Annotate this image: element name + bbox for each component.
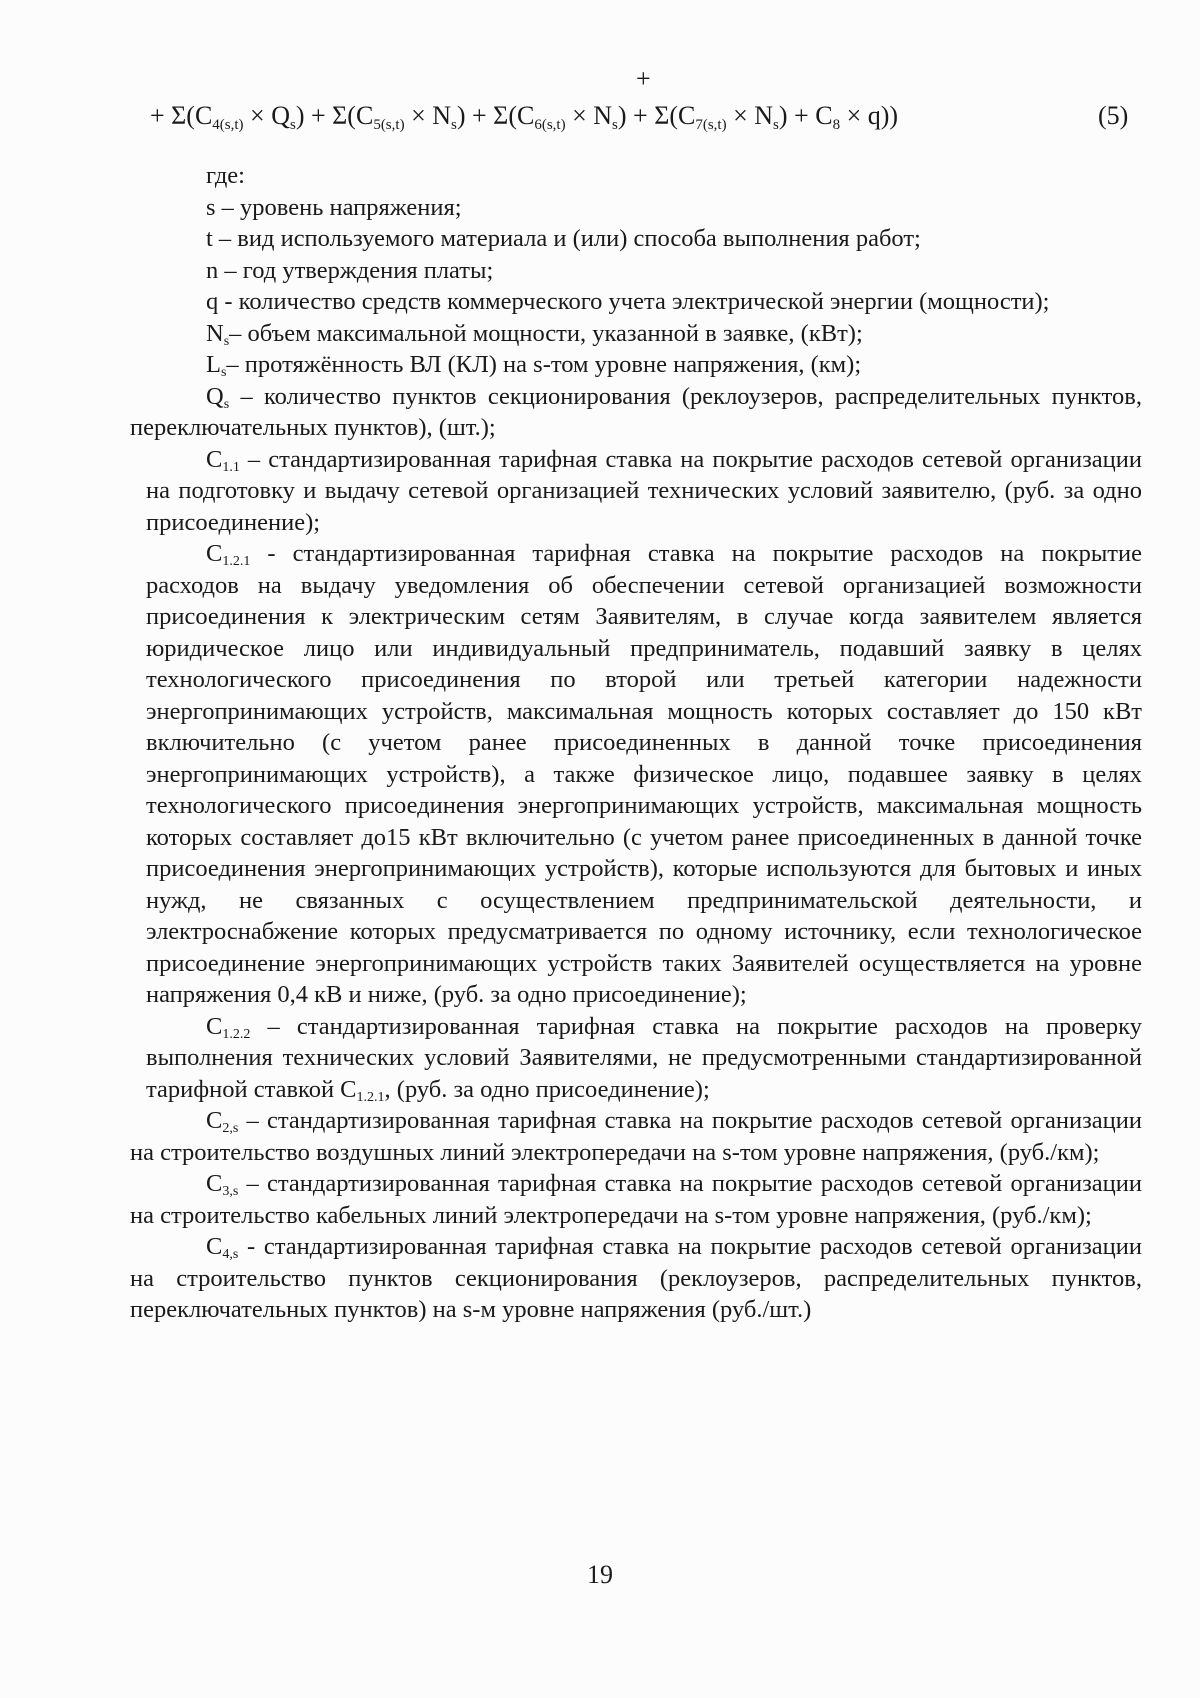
formula-subscript: s — [773, 117, 779, 133]
definition-text: – стандартизированная тарифная ставка на покрытие расходов на проверку выполнения технических условий Заявителями, не предусмотренными стандартизированной тарифной ставкой C — [146, 1012, 1142, 1103]
formula-part: ) + Σ(C — [295, 101, 374, 130]
formula-part: × N — [726, 101, 774, 130]
symbol: N — [206, 319, 224, 347]
symbol-subscript: 3,s — [222, 1184, 239, 1199]
definition-c2s — [130, 1105, 1142, 1168]
symbol-subscript: 1.2.2 — [222, 1026, 251, 1042]
definition-c11 — [146, 444, 1142, 539]
symbol-subscript: s — [223, 396, 230, 412]
equation-number: (5) — [1098, 101, 1129, 130]
definition-t: t – вид используемого материала и (или) способа выполнения работ; — [206, 225, 921, 252]
symbol-subscript: 4,s — [222, 1247, 239, 1262]
definition-text: - стандартизированная тарифная ставка на покрытие расходов сетевой организации на строительство пунктов секционирования (реклоузеров, распределительных пунктов, переключательных пунктов) на s-м уровне напряжения (руб./шт.) — [130, 1233, 1142, 1323]
formula-part: × Q — [243, 101, 290, 130]
definition-c121 — [146, 538, 1142, 1011]
formula-subscript: 7(s,t) — [695, 117, 727, 133]
definition-s: s – уровень напряжения; — [206, 193, 462, 221]
symbol: C — [206, 1012, 223, 1040]
definition-text: – количество пунктов секционирования (реклоузеров, распределительных пунктов, переключательных пунктов), (шт.); — [130, 382, 1142, 441]
symbol: C — [206, 1170, 223, 1197]
symbol-subscript: 2,s — [222, 1121, 239, 1136]
hanging-block — [130, 444, 1142, 1106]
symbol: C — [206, 1233, 223, 1260]
symbol-subscript: 1.2.1 — [356, 1089, 385, 1105]
definition-text: - стандартизированная тарифная ставка на покрытие расходов на покрытие расходов на выдачу уведомления об обеспечении сетевой организацией возможности присоединения к электрическим сетям Заявителям, в случае когда заявителем является юридическое лицо или индивидуальный предприниматель, подавший заявку в целях технологического присоединения по второй или третьей категории надежности энергопринимающих устройств, максимальная мощность которых составляет до 150 кВт включительно (с учетом ранее присоединенных в данной точке присоединения энергопринимающих устройств), а также физическое лицо, подавшее заявку в целях технологического присоединения энергопринимающих устройств, максимальная мощность которых составляет до15 кВт включительно (с учетом ранее присоединенных в данной точке присоединения энергопринимающих устройств), которые используются для бытовых и иных нужд, не связанных с осуществлением предпринимательской деятельности, и электроснабжение которых предусматривается по одному источнику, если технологическое присоединение энергопринимающих устройств таких Заявителей осуществляется на уровне напряжения 0,4 кВ и ниже, (руб. за одно присоединение); — [146, 540, 1142, 1008]
formula-subscript: s — [290, 117, 296, 133]
formula-subscript: 6(s,t) — [534, 117, 566, 133]
symbol-subscript: 1.1 — [222, 459, 240, 475]
symbol-subscript: s — [223, 333, 230, 349]
definition-text: – стандартизированная тарифная ставка на покрытие расходов сетевой организации на строительство кабельных линий электропередачи на s-том уровне напряжения, (руб./км); — [130, 1170, 1142, 1229]
formula-subscript: 8 — [832, 117, 841, 133]
formula-line — [150, 98, 898, 134]
symbol: C — [206, 445, 223, 473]
definition-c122 — [146, 1011, 1142, 1106]
formula-subscript: 5(s,t) — [373, 117, 405, 133]
definition-text: – объем максимальной мощности, указанной в заявке, (кВт); — [229, 319, 863, 347]
symbol-subscript: 1.2.1 — [222, 554, 251, 569]
formula-plus-sign: + — [636, 64, 651, 93]
symbol: L — [206, 351, 221, 378]
definition-text: , (руб. за одно присоединение); — [384, 1075, 710, 1103]
where-label: где: — [206, 162, 245, 189]
symbol: C — [206, 540, 223, 567]
definition-text: – протяжённость ВЛ (КЛ) на s-том уровне напряжения, (км); — [226, 351, 862, 378]
symbol-subscript: s — [220, 365, 227, 380]
definitions-block — [130, 160, 1142, 1326]
formula-part: + Σ(C — [150, 101, 213, 130]
definition-ns — [130, 318, 1142, 350]
formula-subscript: s — [612, 117, 618, 133]
symbol: Q — [206, 382, 224, 410]
definition-qs — [130, 381, 1142, 444]
formula-subscript: s — [451, 117, 457, 133]
definition-c4s — [130, 1231, 1142, 1326]
formula-part: × q)) — [840, 101, 899, 130]
definition-q: q - количество средств коммерческого учета электрической энергии (мощности); — [206, 288, 1050, 315]
symbol: C — [206, 1107, 223, 1134]
definition-n: n – год утверждения платы; — [206, 256, 494, 284]
formula-part: × N — [404, 101, 452, 130]
page-number: 19 — [587, 1560, 613, 1589]
definition-text: – стандартизированная тарифная ставка на покрытие расходов сетевой организации на подготовку и выдачу сетевой организацией технических условий заявителю, (руб. за одно присоединение); — [146, 445, 1142, 536]
formula-part: ) + Σ(C — [456, 101, 535, 130]
definition-ls — [130, 349, 1142, 381]
definition-c3s — [130, 1168, 1142, 1231]
formula-part: ) + C — [778, 101, 833, 130]
definition-text: – стандартизированная тарифная ставка на покрытие расходов сетевой организации на строительство воздушных линий электропередачи на s-том уровне напряжения, (руб./км); — [130, 1107, 1142, 1166]
formula-part: × N — [565, 101, 613, 130]
formula-subscript: 4(s,t) — [212, 117, 244, 133]
formula-part: ) + Σ(C — [617, 101, 696, 130]
